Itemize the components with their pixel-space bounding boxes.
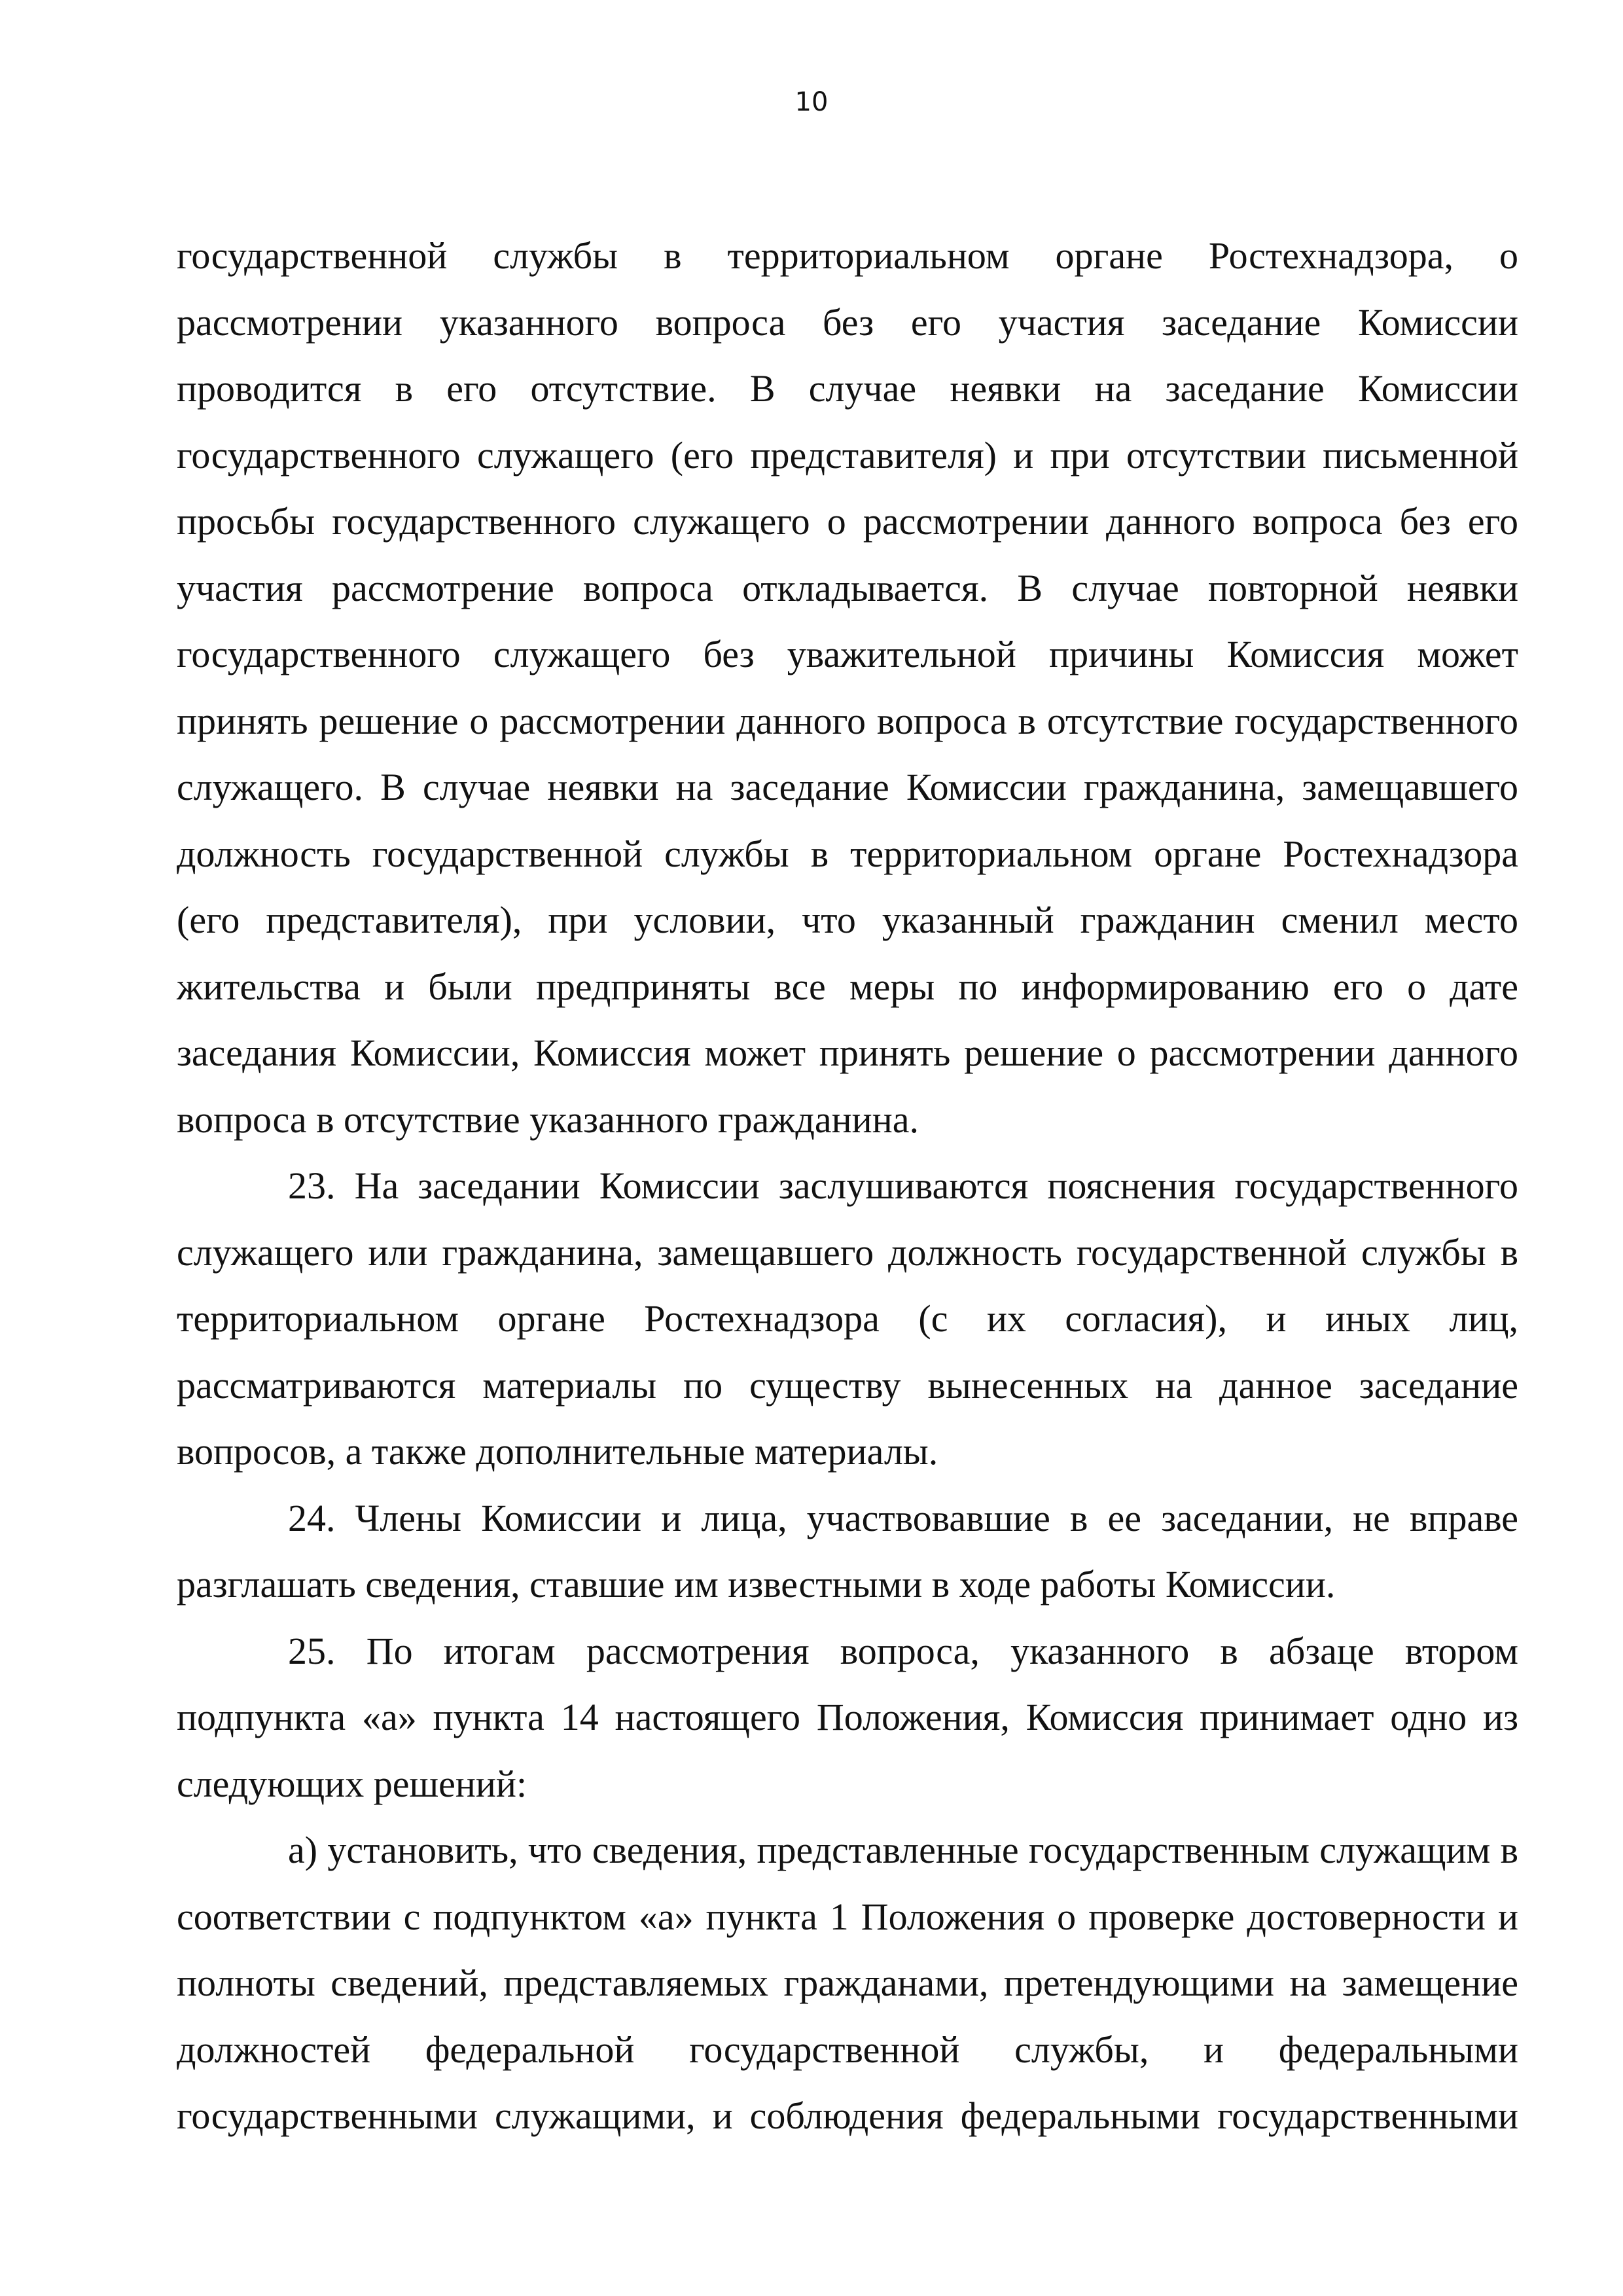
paragraph-continuation: государственной службы в территориальном органе Ростехнадзора, о рассмотрении указанного вопроса без его участия заседание Комиссии проводится в его отсутствие. В случае неявки на заседание Комиссии государственного служащего (его представителя) и при отсутствии письменной просьбы государственного служащего о рассмотрении данного вопроса без его участия рассмотрение вопроса откладывается. В случае повторной неявки государственного служащего без уважительной причины Комиссия может принять решение о рассмотрении данного вопроса в отсутствие государственного служащего. В случае неявки на заседание Комиссии гражданина, замещавшего должность государственной службы в территориальном органе Ростехнадзора (его представителя), при условии, что указанный гражданин сменил место жительства и были предприняты все меры по информированию его о дате заседания Комиссии, Комиссия может принять решение о рассмотрении данного вопроса в отсутствие указанного гражданина. [177, 234, 1518, 1141]
document-body [177, 223, 1518, 2149]
paragraph-23: 23. На заседании Комиссии заслушиваются пояснения государственного служащего или гражданина, замещавшего должность государственной службы в территориальном органе Ростехнадзора (с их согласия), и иных лиц, рассматриваются материалы по существу вынесенных на данное заседание вопросов, а также дополнительные материалы. [177, 1164, 1518, 1473]
paragraph-25: 25. По итогам рассмотрения вопроса, указанного в абзаце втором подпункта «а» пункта 14 настоящего Положения, Комиссия принимает одно из следующих решений: [177, 1629, 1518, 1805]
paragraph-24: 24. Члены Комиссии и лица, участвовавшие в ее заседании, не вправе разглашать сведения, ставшие им известными в ходе работы Комиссии. [177, 1496, 1518, 1605]
page-number: 10 [794, 87, 829, 117]
paragraph-25-item-a: а) установить, что сведения, представленные государственным служащим в соответствии с подпунктом «а» пункта 1 Положения о проверке достоверности и полноты сведений, представляемых гражданами, претендующими на замещение должностей федеральной государственной службы, и федеральными государственными служащими, и соблюдения федеральными государственными [177, 1829, 1518, 2137]
